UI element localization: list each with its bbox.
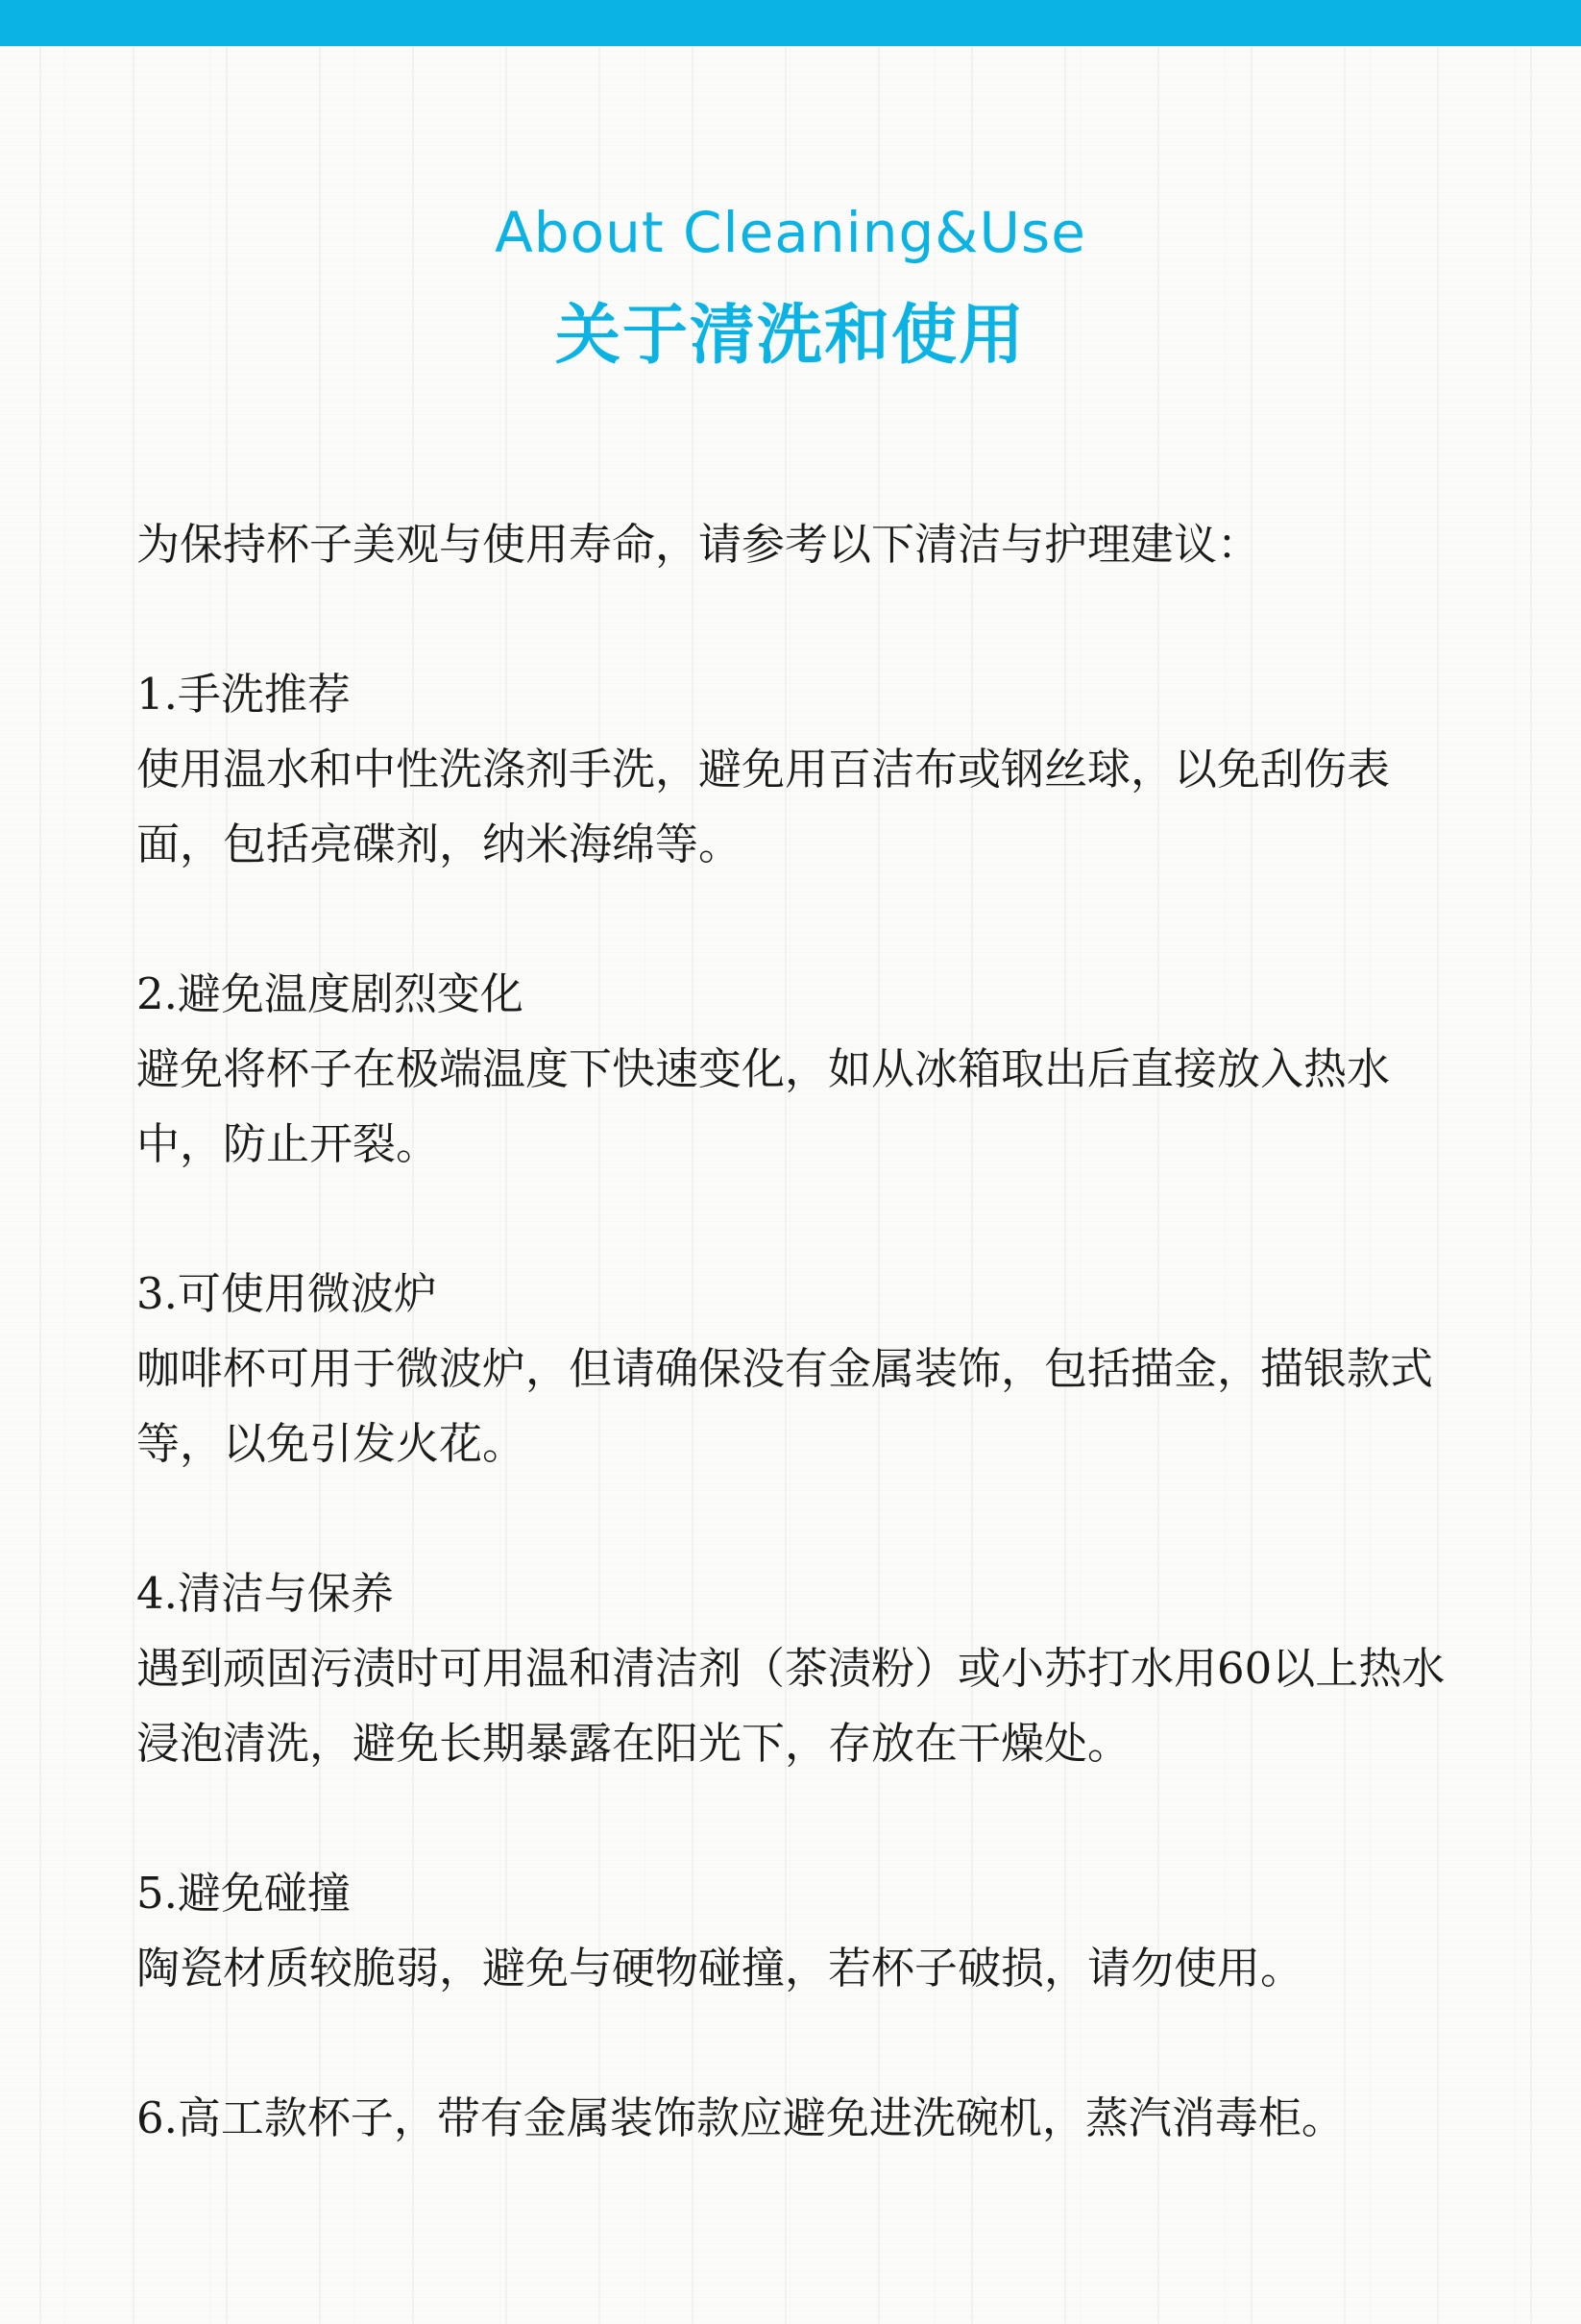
instructions-content — [136, 507, 1462, 2231]
instruction-item-5 — [136, 1856, 1462, 2006]
instruction-heading: 6.高工款杯子，带有金属装饰款应避免进洗碗机，蒸汽消毒柜。 — [136, 2092, 1345, 2143]
instruction-item-2 — [136, 957, 1462, 1182]
instruction-body: 使用温水和中性洗涤剂手洗，避免用百洁布或钢丝球，以免刮伤表面，包括亮碟剂，纳米海绵等。 — [136, 744, 1391, 869]
instruction-body: 咖啡杯可用于微波炉，但请确保没有金属装饰，包括描金，描银款式等，以免引发火花。 — [136, 1343, 1434, 1469]
instruction-item-1 — [136, 657, 1462, 882]
instruction-body: 避免将杯子在极端温度下快速变化，如从冰箱取出后直接放入热水中，防止开裂。 — [136, 1043, 1391, 1169]
instruction-body: 遇到顽固污渍时可用温和清洁剂（茶渍粉）或小苏打水用60以上热水浸泡清洗，避免长期暴露在阳光下，存放在干燥处。 — [136, 1643, 1446, 1769]
top-accent-bar — [0, 0, 1581, 46]
instruction-heading: 5.避免碰撞 — [136, 1868, 351, 1919]
intro-text: 为保持杯子美观与使用寿命，请参考以下清洁与护理建议： — [136, 519, 1261, 570]
instruction-body: 陶瓷材质较脆弱，避免与硬物碰撞，若杯子破损，请勿使用。 — [136, 1943, 1304, 1994]
instruction-heading: 4.清洁与保养 — [136, 1568, 394, 1619]
title-chinese: 关于清洗和使用 — [554, 298, 1026, 374]
title-english: About Cleaning&Use — [495, 200, 1086, 265]
instruction-heading: 3.可使用微波炉 — [136, 1268, 437, 1319]
instruction-heading: 1.手洗推荐 — [136, 669, 351, 720]
instruction-item-3 — [136, 1257, 1462, 1481]
instruction-item-6 — [136, 2081, 1462, 2156]
instruction-item-4 — [136, 1556, 1462, 1781]
instruction-heading: 2.避免温度剧烈变化 — [136, 968, 523, 1019]
